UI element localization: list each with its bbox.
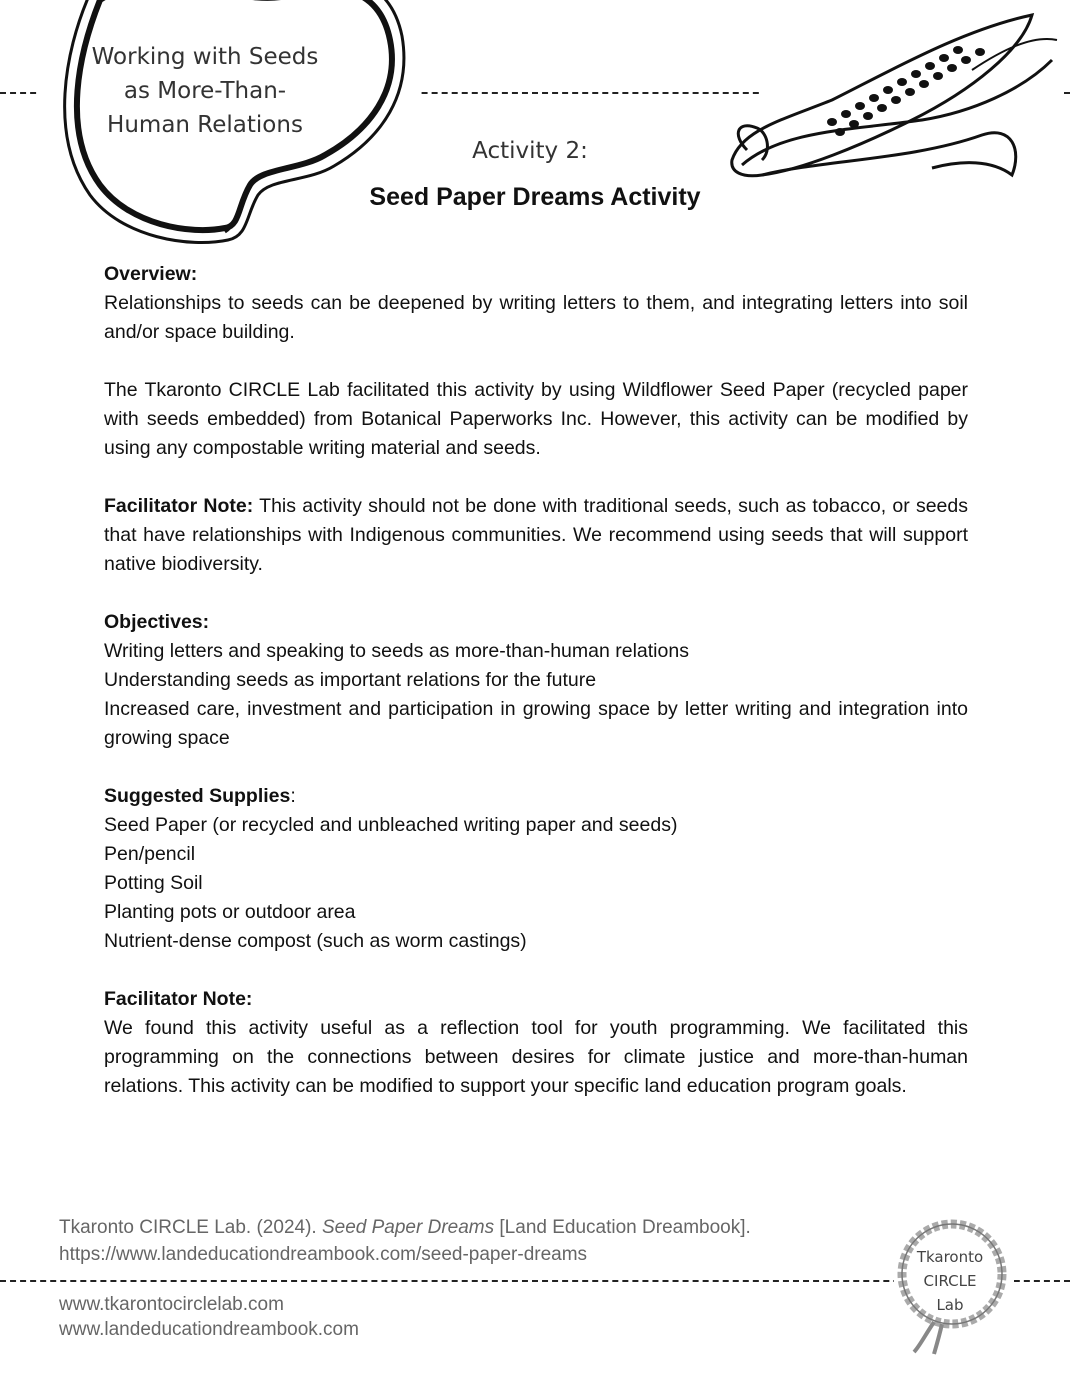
overview-paragraph: The Tkaronto CIRCLE Lab facilitated this activity by using Wildflower Seed Paper (recycled paper with seeds embedded) from Botanical Paperworks Inc. However, this activity can be modified by using any compostable writing material and seeds. bbox=[104, 379, 968, 459]
main-content bbox=[104, 260, 968, 1101]
supply-item: Potting Soil bbox=[104, 872, 203, 894]
activity-number: Activity 2: bbox=[430, 138, 630, 164]
facilitator-note-text: We found this activity useful as a reflection tool for youth programming. We facilitated this programming on the connections between desires for climate justice and more-than-human relations. This activity can be modified to support your specific land education program goals. bbox=[104, 1017, 968, 1097]
corn-illustration-icon bbox=[722, 10, 1062, 200]
bubble-title-line: as More-Than- bbox=[123, 78, 287, 104]
overview-paragraph: Relationships to seeds can be deepened by writing letters to them, and integrating letters into soil and/or space building. bbox=[104, 292, 968, 343]
facilitator-note bbox=[104, 492, 968, 579]
supply-item: Planting pots or outdoor area bbox=[104, 901, 356, 923]
bubble-title-line: Working with Seeds bbox=[91, 44, 319, 70]
supplies-heading-colon: : bbox=[290, 785, 296, 807]
objective-item: Increased care, investment and participation in growing space by letter writing and integration into growing space bbox=[104, 698, 968, 749]
citation-suffix: [Land Education Dreambook]. bbox=[494, 1217, 751, 1238]
bubble-title bbox=[70, 40, 340, 142]
objective-item: Writing letters and speaking to seeds as more-than-human relations bbox=[104, 640, 689, 662]
supplies-heading: Suggested Supplies bbox=[104, 785, 291, 807]
bubble-title-line: Human Relations bbox=[107, 112, 303, 138]
facilitator-note-text: This activity should not be done with traditional seeds, such as tobacco, or seeds that have relationships with Indigenous communities. We recommend using seeds that will support native biodiversity. bbox=[104, 495, 968, 575]
citation-url[interactable]: https://www.landeducationdreambook.com/seed-paper-dreams bbox=[59, 1244, 588, 1265]
lab-logo-text bbox=[900, 1245, 1000, 1317]
logo-text-line: CIRCLE bbox=[923, 1272, 977, 1290]
citation bbox=[59, 1214, 879, 1268]
citation-prefix: Tkaronto CIRCLE Lab. (2024). bbox=[59, 1217, 322, 1238]
footer-links bbox=[59, 1292, 559, 1342]
citation-title: Seed Paper Dreams bbox=[321, 1217, 495, 1238]
footer-link-lab[interactable]: www.tkarontocirclelab.com bbox=[59, 1294, 284, 1315]
facilitator-note-label: Facilitator Note: bbox=[104, 495, 254, 517]
objectives-heading: Objectives: bbox=[104, 611, 210, 633]
footer-link-dreambook[interactable]: www.landeducationdreambook.com bbox=[59, 1319, 359, 1340]
objective-item: Understanding seeds as important relations for the future bbox=[104, 669, 597, 691]
facilitator-note-label: Facilitator Note: bbox=[104, 988, 253, 1010]
supply-item: Seed Paper (or recycled and unbleached writing paper and seeds) bbox=[104, 814, 678, 836]
logo-text-line: Lab bbox=[936, 1296, 964, 1314]
supply-item: Nutrient-dense compost (such as worm castings) bbox=[104, 930, 527, 952]
supply-item: Pen/pencil bbox=[104, 843, 196, 865]
overview-heading: Overview: bbox=[104, 263, 198, 285]
logo-text-line: Tkaronto bbox=[916, 1248, 984, 1266]
activity-title: Seed Paper Dreams Activity bbox=[369, 183, 701, 211]
